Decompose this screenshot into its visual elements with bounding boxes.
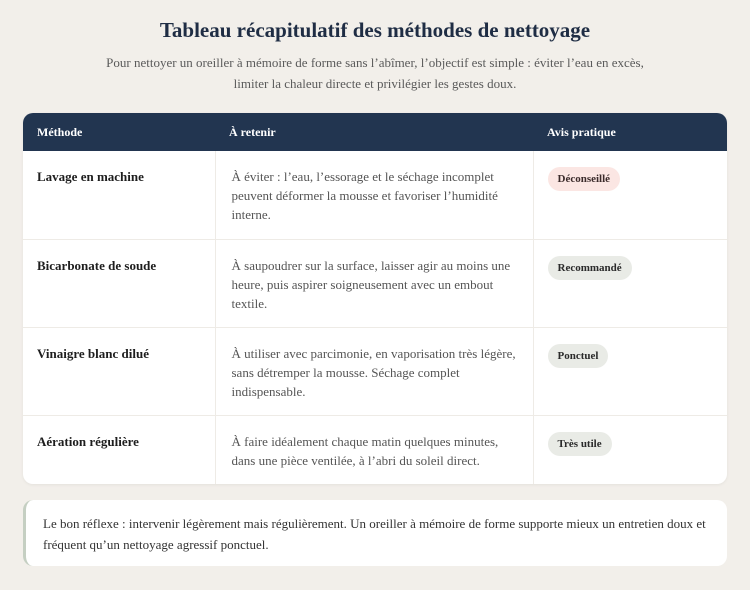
table-row: [23, 151, 727, 239]
method-name: Lavage en machine: [37, 169, 144, 184]
column-header-verdict: Avis pratique: [533, 113, 727, 151]
table-row: [23, 415, 727, 484]
tip-callout: [23, 500, 727, 566]
method-detail: À éviter : l’eau, l’essorage et le séchage incomplet peuvent déformer la mousse et favoriser l’humidité interne.: [231, 169, 498, 222]
method-name: Bicarbonate de soude: [37, 257, 157, 273]
method-detail: À utiliser avec parcimonie, en vaporisation très légère, sans détremper la mousse. Séchage complet indispensable.: [231, 345, 516, 399]
cleaning-methods-table: [23, 113, 727, 484]
verdict-badge: Déconseillé: [548, 167, 621, 191]
verdict-badge: Ponctuel: [548, 344, 609, 368]
table-row: [23, 327, 727, 415]
table-row: [23, 239, 727, 327]
method-detail: À saupoudrer sur la surface, laisser agir au moins une heure, puis aspirer soigneusement avec un embout textile.: [231, 257, 511, 311]
verdict-badge: Recommandé: [548, 256, 632, 280]
page-intro: Pour nettoyer un oreiller à mémoire de forme sans l’abîmer, l’objectif est simple : éviter l’eau en excès, limiter la chaleur directe et privilégier les gestes doux.: [106, 55, 644, 91]
summary-table-card: [23, 113, 727, 484]
column-header-method: Méthode: [23, 113, 215, 151]
table-header-row: [23, 113, 727, 151]
method-name: Vinaigre blanc dilué: [37, 345, 149, 361]
column-header-detail: À retenir: [215, 113, 533, 151]
tip-text: Le bon réflexe : intervenir légèrement mais régulièrement. Un oreiller à mémoire de forme supporte mieux un entretien doux et fréquent qu’un nettoyage agressif ponctuel.: [43, 516, 706, 552]
page-title: Tableau récapitulatif des méthodes de nettoyage: [159, 18, 591, 42]
verdict-badge: Très utile: [548, 432, 612, 456]
method-name: Aération régulière: [37, 433, 139, 449]
method-detail: À faire idéalement chaque matin quelques minutes, dans une pièce ventilée, à l’abri du soleil direct.: [231, 433, 499, 468]
